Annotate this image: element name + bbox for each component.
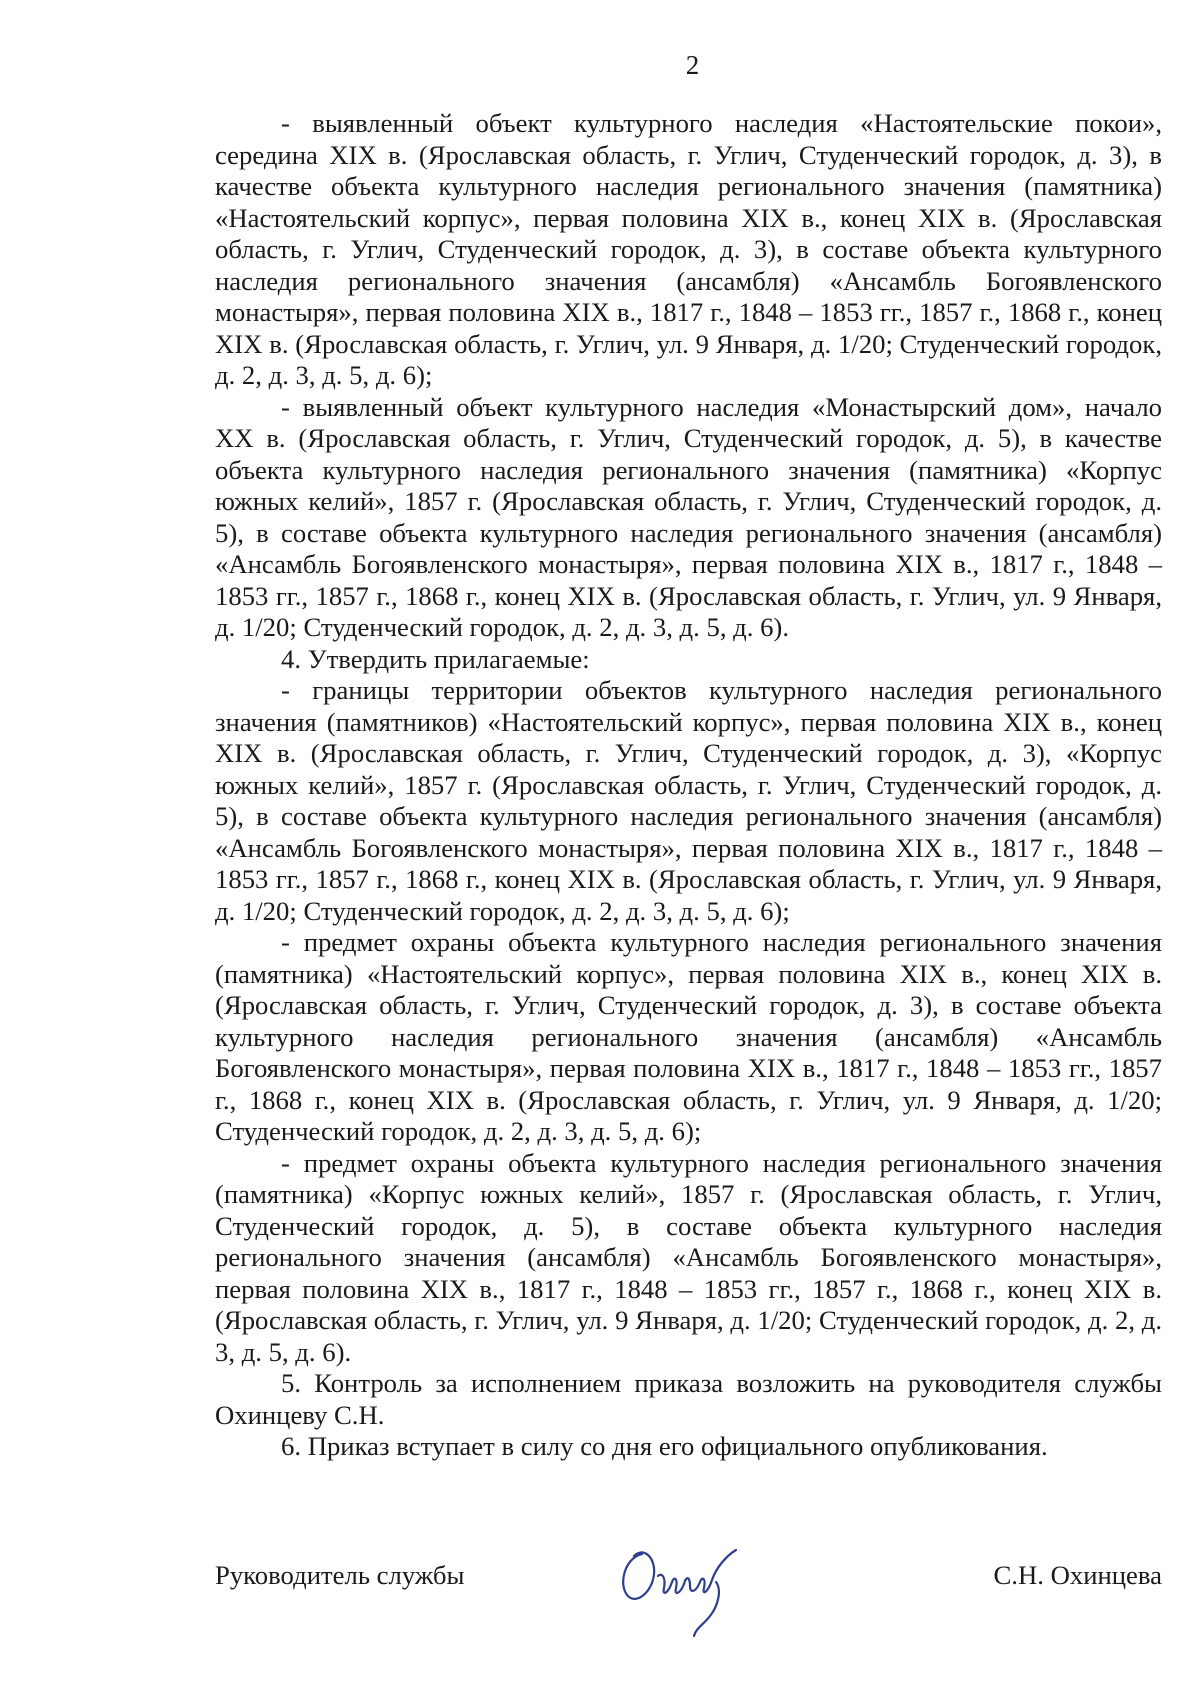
paragraph-object-monastyrsky-dom: - выявленный объект культурного наследия «Монастырский дом», начало XX в. (Ярославская область, г. Углич, Студенческий городок, д. 5), в качестве объекта культурного наследия регионального значения (памятника) «Корпус южных келий», 1857 г. (Ярославская область, г. Углич, Студенческий городок, д. 5), в составе объекта культурного наследия регионального значения (ансамбля) «Ансамбль Богоявленского монастыря», первая половина XIX в., 1817 г., 1848 – 1853 гг., 1857 г., 1868 г., конец XIX в. (Ярославская область, г. Углич, ул. 9 Января, д. 1/20; Студенческий городок, д. 2, д. 3, д. 5, д. 6). bbox=[215, 391, 1162, 642]
paragraph-territory-boundaries: - границы территории объектов культурного наследия регионального значения (памятников) «Настоятельский корпус», первая половина XIX в., конец XIX в. (Ярославская область, г. Углич, Студенческий городок, д. 3), «Корпус южных келий», 1857 г. (Ярославская область, г. Углич, Студенческий городок, д. 5), в составе объекта культурного наследия регионального значения (ансамбля) «Ансамбль Богоявленского монастыря», первая половина XIX в., 1817 г., 1848 – 1853 гг., 1857 г., 1868 г., конец XIX в. (Ярославская область, г. Углич, ул. 9 Января, д. 1/20; Студенческий городок, д. 2, д. 3, д. 5, д. 6); bbox=[215, 675, 1162, 926]
paragraph-item-5-control: 5. Контроль за исполнением приказа возложить на руководителя службы Охинцеву С.Н. bbox=[215, 1368, 1162, 1430]
paragraph-item-6-effective: 6. Приказ вступает в силу со дня его официального опубликования. bbox=[281, 1431, 1048, 1461]
signatory-name: С.Н. Охинцева bbox=[993, 1560, 1162, 1590]
paragraph-object-nastoyatelskie-pokoi: - выявленный объект культурного наследия «Настоятельские покои», середина XIX в. (Ярославская область, г. Углич, Студенческий городок, д. 3), в качестве объекта культурного наследия регионального значения (памятника) «Настоятельский корпус», первая половина XIX в., конец XIX в. (Ярославская область, г. Углич, Студенческий городок, д. 3), в составе объекта культурного наследия регионального значения (ансамбля) «Ансамбль Богоявленского монастыря», первая половина XIX в., 1817 г., 1848 – 1853 гг., 1857 г., 1868 г., конец XIX в. (Ярославская область, г. Углич, ул. 9 Января, д. 1/20; Студенческий городок, д. 2, д. 3, д. 5, д. 6); bbox=[215, 108, 1162, 390]
page-number: 2 bbox=[685, 50, 700, 80]
paragraph-protection-subject-korpus-yuzhnykh-keliy: - предмет охраны объекта культурного наследия регионального значения (памятника) «Корпус южных келий», 1857 г. (Ярославская область, г. Углич, Студенческий городок, д. 5), в составе объекта культурного наследия регионального значения (ансамбля) «Ансамбль Богоявленского монастыря», первая половина XIX в., 1817 г., 1848 – 1853 гг., 1857 г., 1868 г., конец XIX в. (Ярославская область, г. Углич, ул. 9 Января, д. 1/20; Студенческий городок, д. 2, д. 3, д. 5, д. 6). bbox=[215, 1147, 1162, 1367]
handwritten-signature bbox=[612, 1532, 752, 1642]
signature-block bbox=[215, 1548, 1162, 1638]
paragraph-protection-subject-nastoyatelsky-korpus: - предмет охраны объекта культурного наследия регионального значения (памятника) «Настоятельский корпус», первая половина XIX в., конец XIX в. (Ярославская область, г. Углич, Студенческий городок, д. 3), в составе объекта культурного наследия регионального значения (ансамбля) «Ансамбль Богоявленского монастыря», первая половина XIX в., 1817 г., 1848 – 1853 гг., 1857 г., 1868 г., конец XIX в. (Ярославская область, г. Углич, ул. 9 Января, д. 1/20; Студенческий городок, д. 2, д. 3, д. 5, д. 6); bbox=[215, 927, 1162, 1146]
paragraph-item-4-approve: 4. Утвердить прилагаемые: bbox=[281, 643, 590, 674]
signatory-position: Руководитель службы bbox=[215, 1560, 465, 1590]
document-body bbox=[215, 108, 1162, 1463]
